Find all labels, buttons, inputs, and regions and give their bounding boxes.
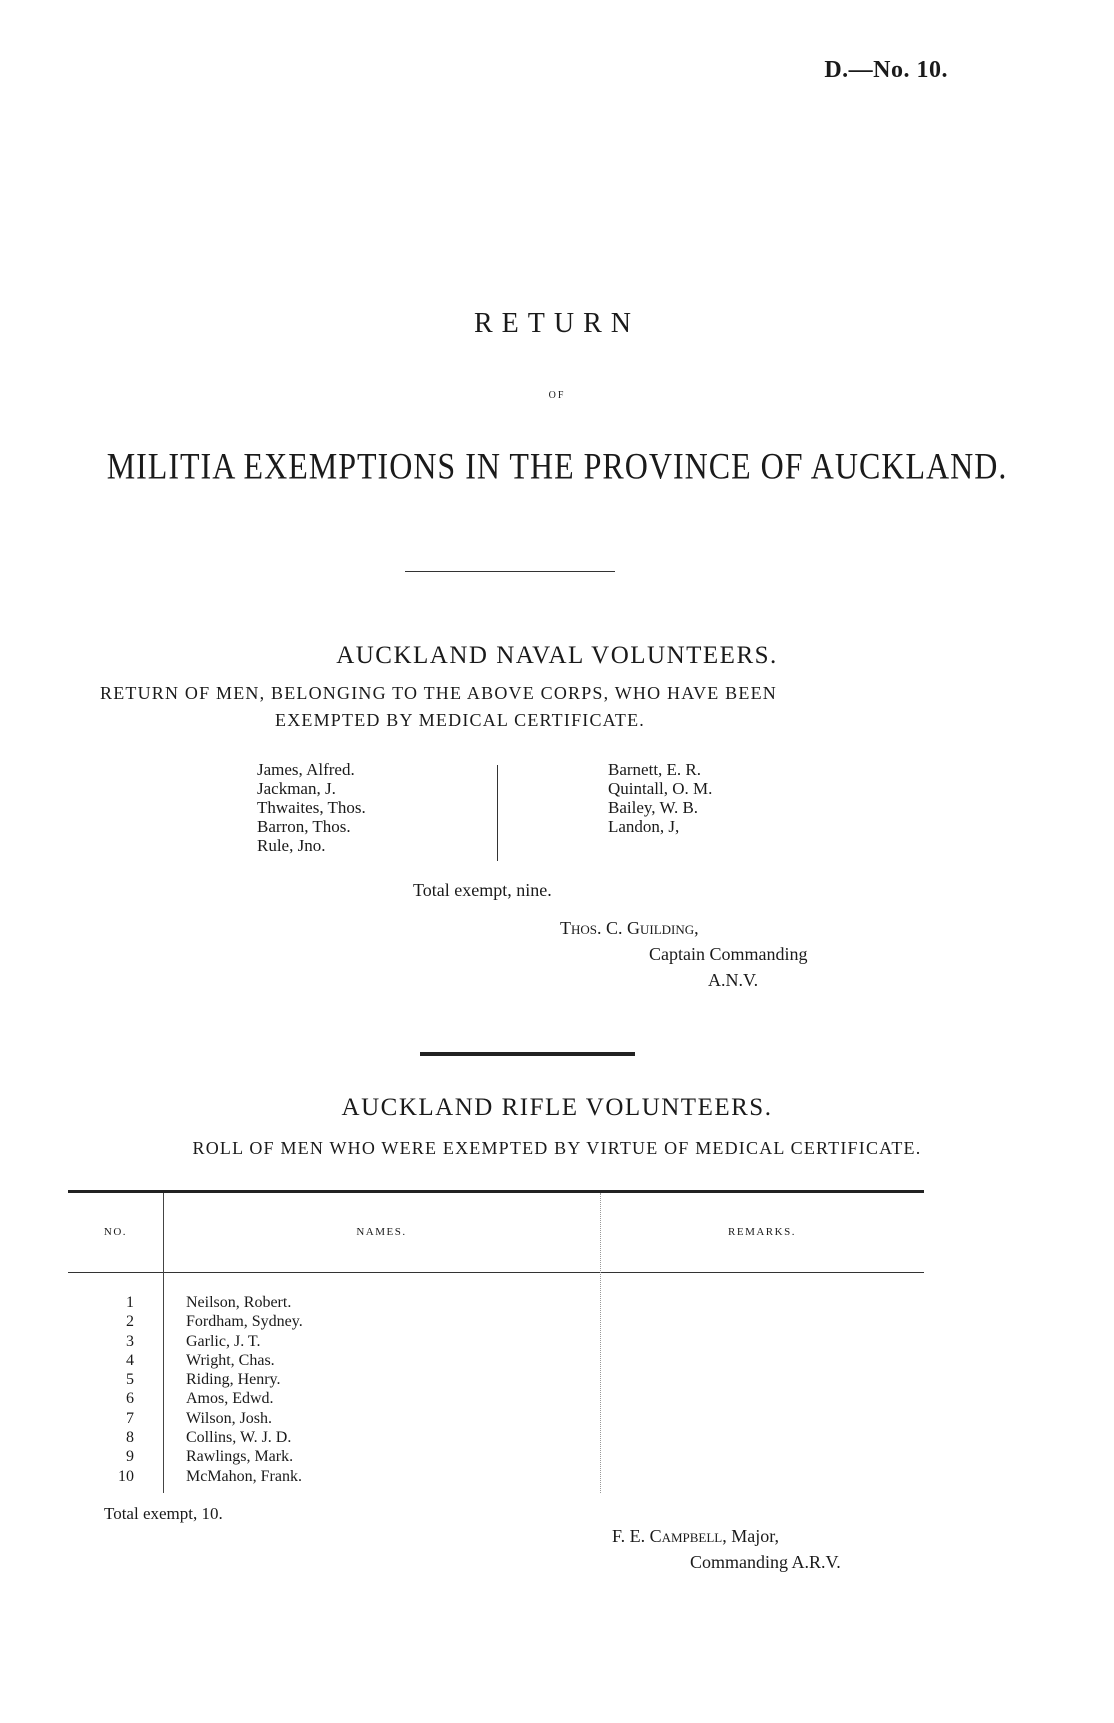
rifle-signature-rank: Major, [731,1526,780,1546]
column-header-names: NAMES. [356,1226,407,1238]
row-name: Neilson, Robert. [186,1294,292,1311]
name-entry: Landon, J, [608,817,680,836]
row-number: 4 [126,1351,134,1369]
rifle-signature-line [612,1526,779,1547]
name-entry: Jackman, J. [257,779,336,798]
column-header-no: NO. [103,1226,128,1238]
row-number: 2 [126,1313,134,1331]
name-entry: Thwaites, Thos. [257,798,366,817]
name-entry: Quintall, O. M. [608,779,713,798]
row-number: 1 [126,1294,134,1311]
naval-signature-name: Thos. C. Guilding, [560,918,699,938]
name-entry: Barnett, E. R. [608,760,702,779]
naval-signature-corps: A.N.V. [708,970,759,990]
of-heading: OF [548,390,566,401]
row-name: Garlic, J. T. [186,1332,261,1350]
row-name: Riding, Henry. [186,1371,281,1389]
row-number: 9 [126,1448,134,1466]
page-title: MILITIA EXEMPTIONS IN THE PROVINCE OF AUCKLAND. [106,445,1008,487]
row-number: 3 [126,1332,134,1350]
return-heading: RETURN [474,308,640,339]
row-name: Rawlings, Mark. [186,1448,294,1466]
name-entry: James, Alfred. [257,760,355,779]
roll-names [186,1293,303,1486]
names-column-divider [497,765,498,861]
row-name: Fordham, Sydney. [186,1313,303,1331]
row-number: 6 [126,1390,134,1408]
rifle-subtitle: ROLL OF MEN WHO WERE EXEMPTED BY VIRTUE OF MEDICAL CERTIFICATE. [192,1138,922,1158]
naval-names-right [608,760,712,836]
name-entry: Bailey, W. B. [608,798,699,817]
column-header-remarks: REMARKS. [728,1226,796,1238]
row-number: 5 [126,1371,134,1389]
row-name: Collins, W. J. D. [186,1429,292,1447]
rifle-signature-name: F. E. Campbell, [612,1526,727,1546]
table-column-divider [163,1193,164,1493]
row-name: Wilson, Josh. [186,1409,273,1427]
row-name: McMahon, Frank. [186,1467,302,1485]
name-entry: Rule, Jno. [257,836,326,855]
section-divider-thick [420,1052,635,1056]
naval-names-left [257,760,366,855]
rifle-total: Total exempt, 10. [104,1504,223,1523]
table-column-divider [600,1193,601,1493]
naval-total: Total exempt, nine. [413,880,552,900]
table-header-rule [68,1272,924,1273]
naval-subtitle-line1: RETURN OF MEN, BELONGING TO THE ABOVE CORPS, WHO HAVE BEEN [100,683,777,703]
rifle-signature-title: Commanding A.R.V. [690,1552,841,1572]
roll-numbers [68,1293,134,1486]
section-divider [405,571,615,572]
rifle-section-title: AUCKLAND RIFLE VOLUNTEERS. [341,1094,773,1121]
document-reference: D.—No. 10. [824,57,948,83]
row-number: 7 [126,1409,134,1427]
naval-signature-title: Captain Commanding [649,944,808,964]
naval-subtitle-line2: EXEMPTED BY MEDICAL CERTIFICATE. [275,710,645,730]
row-number: 8 [126,1429,134,1447]
row-name: Wright, Chas. [186,1351,275,1369]
naval-section-title: AUCKLAND NAVAL VOLUNTEERS. [336,642,778,669]
name-entry: Barron, Thos. [257,817,351,836]
row-name: Amos, Edwd. [186,1390,274,1408]
row-number: 10 [118,1467,134,1485]
table-top-rule [68,1190,924,1193]
